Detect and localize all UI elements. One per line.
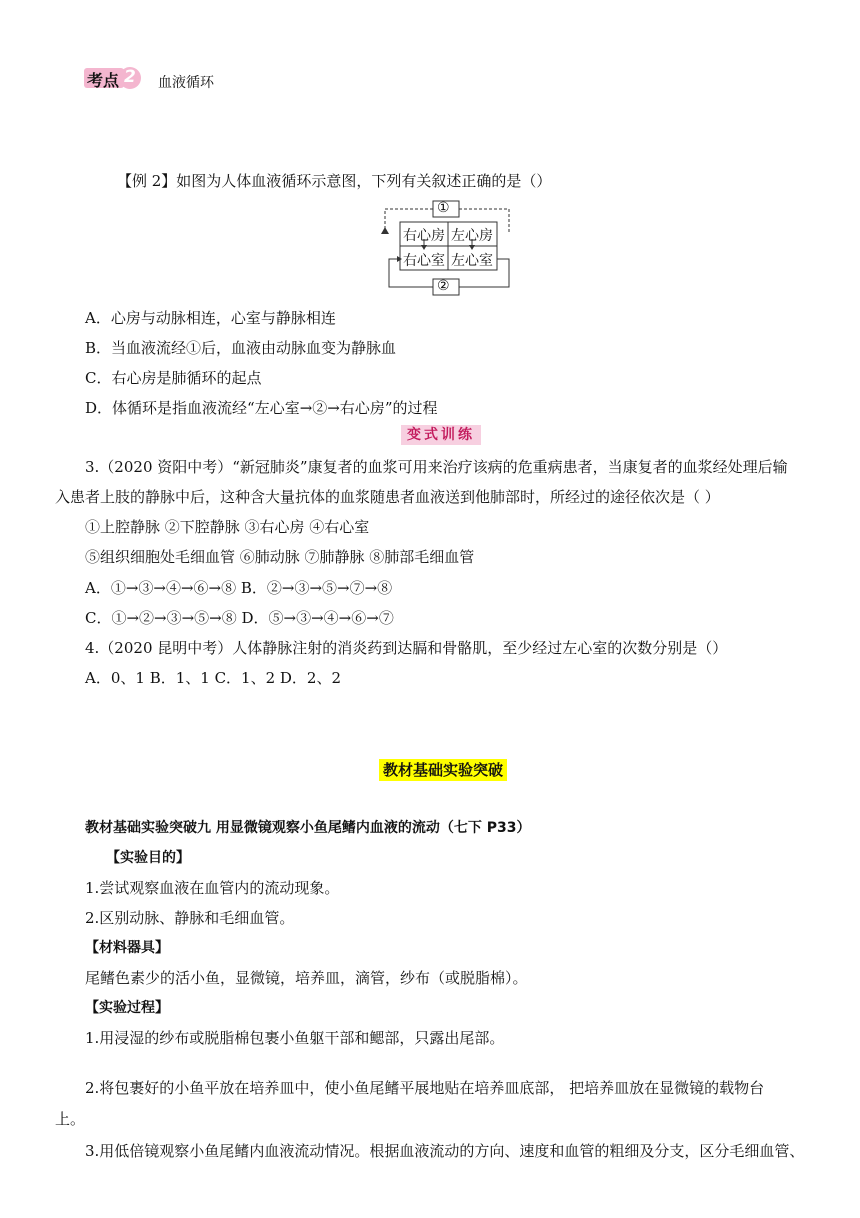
experiment-title: 教材基础实验突破九 用显微镜观察小鱼尾鳍内血液的流动（七下 P33） <box>85 820 531 836</box>
example-stem: 【例 2】如图为人体血液循环示意图，下列有关叙述正确的是（） <box>117 172 552 190</box>
process-header: 【实验过程】 <box>85 1000 169 1016</box>
diagram-label-2: ② <box>437 278 450 294</box>
q3-line2: 入患者上肢的静脉中后，这种含大量抗体的血浆随患者血液送到他肺部时，所经过的途径依次是（ ） <box>55 488 720 506</box>
option-a: A．心房与动脉相连，心室与静脉相连 <box>85 309 336 327</box>
section-badge <box>84 66 144 90</box>
diagram-label-1: ① <box>437 200 450 216</box>
step-3: 3.用低倍镜观察小鱼尾鳍内血液流动情况。根据血液流动的方向、速度和血管的粗细及分支，区分毛细血管、 <box>85 1142 805 1160</box>
q4-options: A．0、1 B．1、1 C．1、2 D．2、2 <box>85 669 342 687</box>
purpose-header: 【实验目的】 <box>106 850 190 866</box>
q3-options-cd: C．①→②→③→⑤→⑧ D．⑤→③→④→⑥→⑦ <box>85 609 394 627</box>
materials-text: 尾鳍色素少的活小鱼，显微镜，培养皿，滴管，纱布（或脱脂棉）。 <box>85 969 528 987</box>
experiment-banner <box>379 759 507 780</box>
option-c: C．右心房是肺循环的起点 <box>85 369 262 387</box>
materials-header: 【材料器具】 <box>85 940 169 956</box>
option-b: B．当血液流经①后，血液由动脉血变为静脉血 <box>85 339 397 357</box>
purpose-2: 2.区别动脉、静脉和毛细血管。 <box>85 909 295 927</box>
diagram-left-ventricle: 左心室 <box>451 253 493 269</box>
step-2-line2: 上。 <box>55 1110 86 1128</box>
circulation-diagram <box>375 199 515 297</box>
option-d: D．体循环是指血液流经“左心室→②→右心房”的过程 <box>85 399 438 417</box>
badge-text: 考点 <box>87 71 120 90</box>
step-2-line1: 2.将包裹好的小鱼平放在培养皿中，使小鱼尾鳍平展地贴在培养皿底部， 把培养皿放在显微镜的载物台 <box>85 1079 765 1097</box>
training-header <box>401 424 481 444</box>
q3-items2: ⑤组织细胞处毛细血管 ⑥肺动脉 ⑦肺静脉 ⑧肺部毛细血管 <box>85 548 475 566</box>
diagram-right-atrium: 右心房 <box>403 228 445 244</box>
experiment-banner-label: 教材基础实验突破 <box>379 759 507 781</box>
section-title: 血液循环 <box>158 75 214 91</box>
q3-line1: 3.（2020 资阳中考）“新冠肺炎”康复者的血浆可用来治疗该病的危重病患者，当康复者的血浆经处理后输 <box>85 458 788 476</box>
diagram-left-atrium: 左心房 <box>451 228 493 244</box>
purpose-1: 1.尝试观察血液在血管内的流动现象。 <box>85 879 340 897</box>
badge-number: 2 <box>124 67 136 87</box>
q3-options-ab: A．①→③→④→⑥→⑧ B．②→③→⑤→⑦→⑧ <box>85 579 393 597</box>
q3-items1: ①上腔静脉 ②下腔静脉 ③右心房 ④右心室 <box>85 518 370 536</box>
step-1: 1.用浸湿的纱布或脱脂棉包裹小鱼躯干部和鳃部，只露出尾部。 <box>85 1029 505 1047</box>
diagram-right-ventricle: 右心室 <box>403 253 445 269</box>
training-header-label: 变式训练 <box>401 425 481 445</box>
q4-stem: 4.（2020 昆明中考）人体静脉注射的消炎药到达膈和骨骼肌，至少经过左心室的次数分别是（） <box>85 639 728 657</box>
